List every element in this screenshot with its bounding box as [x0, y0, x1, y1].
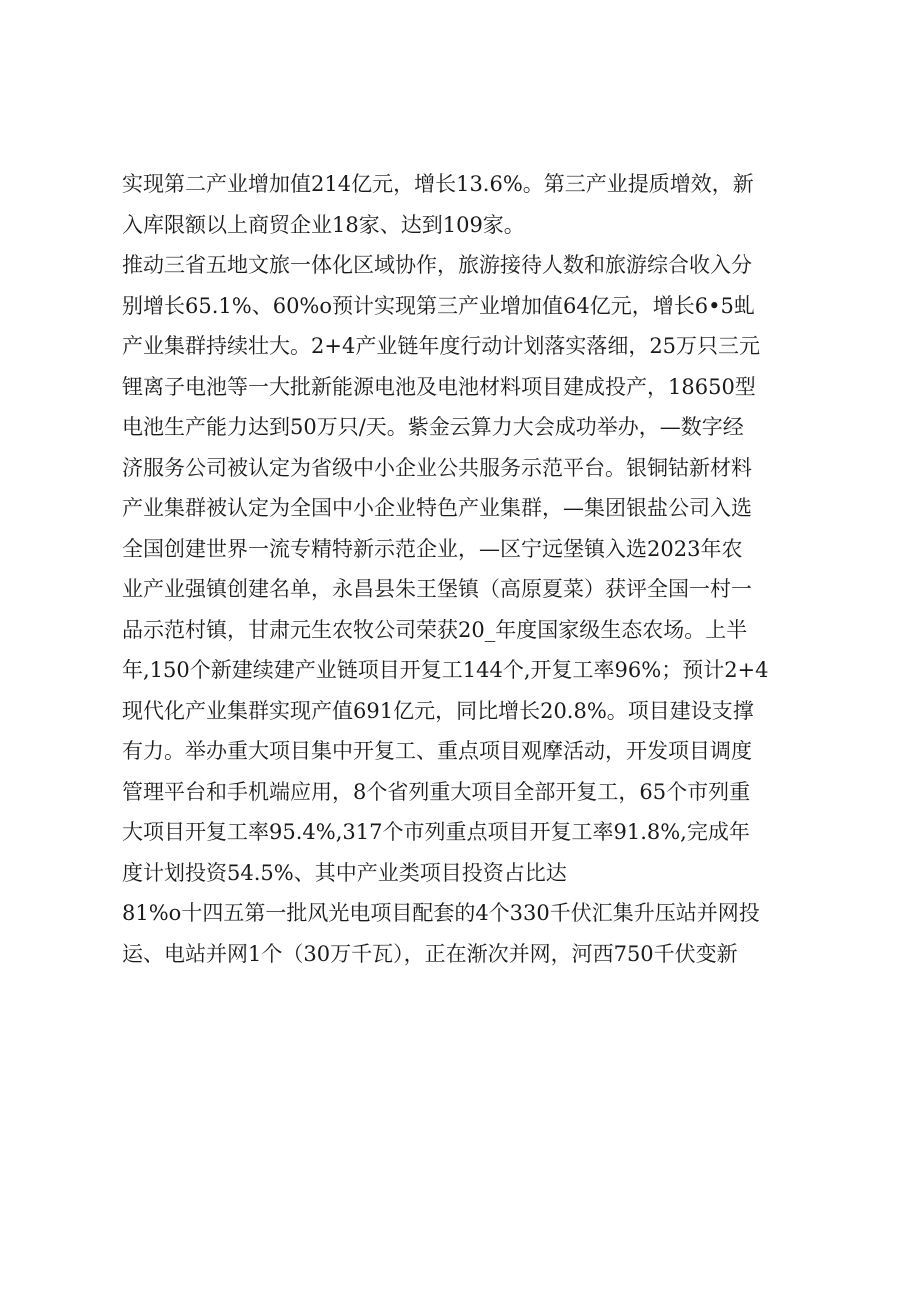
text-line: 实现第二产业增加值214亿元，增长13.6%。第三产业提质增效，新 — [122, 172, 754, 196]
text-line: 81%o十四五第一批风光电项目配套的4个330千伏汇集升压站并网投 — [122, 901, 760, 925]
text-line: 度计划投资54.5%、其中产业类项目投资占比达 — [122, 860, 567, 885]
text-line: 年,150个新建续建产业链项目开复工144个,开复工率96%；预计2+4 — [122, 658, 769, 682]
document-body — [122, 164, 822, 974]
text-line: 推动三省五地文旅一体化区域协作，旅游接待人数和旅游综合收入分 — [122, 253, 752, 277]
text-line: 别增长65.1%、60%o预计实现第三产业增加值64亿元，增长6•5虬 — [122, 293, 755, 318]
text-line: 电池生产能力达到50万只/天。紫金云算力大会成功举办，—数字经 — [122, 415, 744, 439]
text-line: 品示范村镇，甘肃元生农牧公司荣获20_年度国家级生态农场。上半 — [122, 617, 748, 642]
text-line: 锂离子电池等一大批新能源电池及电池材料项目建成投产，18650型 — [122, 374, 756, 399]
text-line: 产业集群持续壮大。2+4产业链年度行动计划落实落细，25万只三元 — [122, 334, 761, 358]
text-line: 产业集群被认定为全国中小企业特色产业集群，—集团银盐公司入选 — [122, 496, 752, 520]
text-line: 运、电站并网1个（30万千瓦），正在渐次并网，河西750千伏变新 — [122, 941, 738, 966]
text-line: 全国创建世界一流专精特新示范企业，—区宁远堡镇入选2023年农 — [122, 536, 743, 561]
text-line: 现代化产业集群实现产值691亿元，同比增长20.8%。项目建设支撑 — [122, 698, 754, 723]
text-line: 业产业强镇创建名单，永昌县朱王堡镇（高原夏菜）获评全国一村一 — [122, 577, 752, 601]
text-line: 大项目开复工率95.4%,317个市列重点项目开复工率91.8%,完成年 — [122, 820, 750, 844]
text-line: 入库限额以上商贸企业18家、达到109家。 — [122, 212, 525, 237]
text-line: 管理平台和手机端应用，8个省列重大项目全部开复工，65个市列重 — [122, 779, 751, 804]
text-line: 有力。举办重大项目集中开复工、重点项目观摩活动，开发项目调度 — [122, 739, 752, 763]
text-line: 济服务公司被认定为省级中小企业公共服务示范平台。银铜钴新材料 — [122, 455, 752, 480]
